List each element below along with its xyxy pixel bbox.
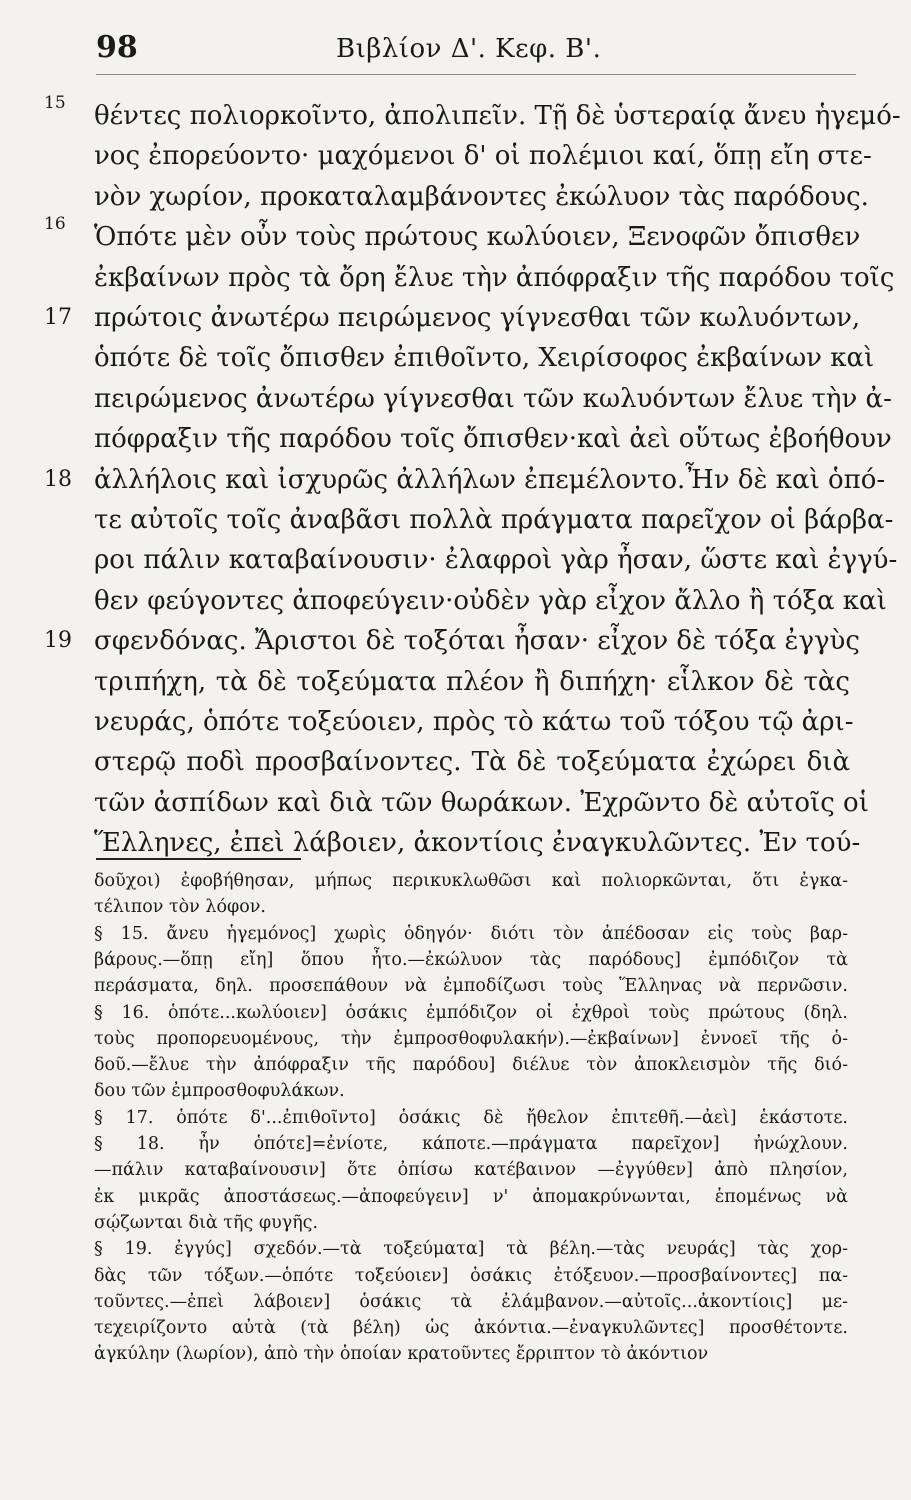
- text-line: Ὁπότε μὲν οὖν τοὺς πρώτους κωλύοιεν, Ξενοφῶν ὄπισθεν: [94, 222, 861, 253]
- text-line: νὸν χωρίον, προκαταλαμβάνοντες ἐκώλυον τὰς παρόδους.: [94, 181, 869, 212]
- text-line: πόφραξιν τῆς παρόδου τοῖς ὄπισθεν·καὶ ἀεὶ οὕτως ἐβοήθουν: [94, 424, 892, 455]
- footnote-line: δου τῶν ἐμπροσθοφυλάκων.: [94, 1081, 345, 1102]
- footnote-line: τοῦντες.—ἐπεὶ λάβοιεν] ὁσάκις τὰ ἐλάμβανον.—αὐτοῖς...ἀκοντίοις] με-: [94, 1291, 848, 1312]
- text-line: ὁπότε δὲ τοῖς ὄπισθεν ἐπιθοῖντο, Χειρίσοφος ἐκβαίνων καὶ: [94, 343, 875, 374]
- section-number: 16: [44, 214, 66, 235]
- footnote-line: § 18. ἦν ὁπότε]=ἐνίοτε, κάποτε.—πράγματα παρεῖχον] ἠνώχλουν.: [94, 1134, 848, 1154]
- footnote-line: περάσματα, δηλ. προσεπάθουν νὰ ἐμποδίζωσι τοὺς Ἕλληνας νὰ περνῶσιν.: [94, 976, 848, 997]
- footnote-rule: [96, 858, 301, 860]
- footnote-line: —πάλιν καταβαίνουσιν] ὅτε ὀπίσω κατέβαινον —ἐγγύθεν] ἀπὸ πλησίον,: [94, 1160, 848, 1181]
- text-line: στερῷ ποδὶ προσβαίνοντες. Τὰ δὲ τοξεύματα ἐχώρει διὰ: [94, 747, 850, 778]
- footnote-line: § 19. ἐγγύς] σχεδόν.—τὰ τοξεύματα] τὰ βέλη.—τὰς νευράς] τὰς χορ-: [94, 1239, 848, 1260]
- text-line: νος ἐπορεύοντο· μαχόμενοι δ' οἱ πολέμιοι καί, ὅπῃ εἴη στε-: [94, 141, 872, 172]
- text-line: τριπήχη, τὰ δὲ τοξεύματα πλέον ἢ διπήχη· εἷλκον δὲ τὰς: [94, 666, 850, 697]
- footnote-line: δὰς τῶν τόξων.—ὁπότε τοξεύοιεν] ὁσάκις ἐτόξευον.—προσβαίνοντες] πα-: [94, 1265, 848, 1286]
- text-line: Ἕλληνες, ἐπεὶ λάβοιεν, ἀκοντίοις ἐναγκυλῶντες. Ἐν τού-: [94, 828, 861, 859]
- text-line: πειρώμενος ἀνωτέρω γίγνεσθαι τῶν κωλυόντων ἔλυε τὴν ἀ-: [94, 383, 892, 414]
- footnote-line: σῴζωνται διὰ τῆς φυγῆς.: [94, 1212, 319, 1233]
- section-number: 19: [44, 628, 72, 654]
- page-header: [96, 28, 856, 72]
- footnote-line: § 17. ὁπότε δ'...ἐπιθοῖντο] ὁσάκις δὲ ἤθελον ἐπιτεθῆ.—ἀεὶ] ἑκάστοτε.: [94, 1107, 848, 1128]
- footnote-line: ἐκ μικρᾶς ἀποστάσεως.—ἀποφεύγειν] ν' ἀπομακρύνωνται, ἑπομένως νὰ: [94, 1186, 848, 1207]
- header-rule: [96, 74, 856, 75]
- text-line: σφενδόνας. Ἄριστοι δὲ τοξόται ἦσαν· εἶχον δὲ τόξα ἐγγὺς: [94, 626, 860, 657]
- text-line: τῶν ἀσπίδων καὶ διὰ τῶν θωράκων. Ἐχρῶντο δὲ αὐτοῖς οἱ: [94, 787, 869, 818]
- running-title: Βιβλίον Δ'. Κεφ. Β'.: [336, 34, 602, 64]
- section-number: 18: [44, 466, 72, 492]
- footnote-line: δοῦχοι) ἐφοβήθησαν, μήπως περικυκλωθῶσι καὶ πολιορκῶνται, ὅτι ἐγκα-: [94, 871, 848, 891]
- text-line: ἀλλήλοις καὶ ἰσχυρῶς ἀλλήλων ἐπεμέλοντο.Ἦν δὲ καὶ ὁπό-: [94, 464, 886, 495]
- footnote-line: § 16. ὁπότε...κωλύοιεν] ὁσάκις ἐμπόδιζον οἱ ἐχθροὶ τοὺς πρώτους (δηλ.: [94, 1002, 848, 1023]
- text-line: ροι πάλιν καταβαίνουσιν· ἐλαφροὶ γὰρ ἦσαν, ὥστε καὶ ἐγγύ-: [94, 545, 898, 576]
- text-line: πρώτοις ἀνωτέρω πειρώμενος γίγνεσθαι τῶν κωλυόντων,: [94, 303, 861, 333]
- page-number: 98: [96, 30, 138, 65]
- footnote-line: δοῦ.—ἔλυε τὴν ἀπόφραξιν τῆς παρόδου] διέλυε τὸν ἀποκλεισμὸν τῆς διό-: [94, 1055, 848, 1076]
- footnote-line: τέλιπον τὸν λόφον.: [94, 897, 266, 918]
- section-number: 15: [44, 93, 66, 113]
- text-line: νευράς, ὁπότε τοξεύοιεν, πρὸς τὸ κάτω τοῦ τόξου τῷ ἀρι-: [94, 707, 854, 737]
- text-line: θέντες πολιορκοῖντο, ἀπολιπεῖν. Τῇ δὲ ὑστεραίᾳ ἄνευ ἡγεμό-: [94, 101, 901, 131]
- section-number: 17: [44, 305, 72, 330]
- text-line: θεν φεύγοντες ἀποφεύγειν·οὐδὲν γὰρ εἶχον ἄλλο ἢ τόξα καὶ: [94, 585, 887, 616]
- footnote-line: τεχειρίζοντο αὐτὰ (τὰ βέλη) ὡς ἀκόντια.—ἐναγκυλῶντες] προσθέτοντε.: [94, 1318, 848, 1339]
- text-line: ἐκβαίνων πρὸς τὰ ὄρη ἔλυε τὴν ἀπόφραξιν τῆς παρόδου τοῖς: [94, 262, 895, 293]
- footnote-line: ἀγκύλην (λωρίον), ἀπὸ τὴν ὁποίαν κρατοῦντες ἔρριπτον τὸ ἀκόντιον: [94, 1344, 709, 1365]
- text-line: τε αὐτοῖς τοῖς ἀναβᾶσι πολλὰ πράγματα παρεῖχον οἱ βάρβα-: [94, 505, 894, 535]
- footnote-line: § 15. ἄνευ ἡγεμόνος] χωρὶς ὁδηγόν· διότι τὸν ἀπέδοσαν εἰς τοὺς βαρ-: [94, 923, 848, 944]
- footnote-line: βάρους.—ὅπῃ εἴη] ὅπου ἦτο.—ἐκώλυον τὰς παρόδους] ἐμπόδιζον τὰ: [94, 949, 848, 970]
- footnote-line: τοὺς προπορευομένους, τὴν ἐμπροσθοφυλακήν).—ἐκβαίνων] ἐννοεῖ τῆς ὁ-: [94, 1028, 848, 1049]
